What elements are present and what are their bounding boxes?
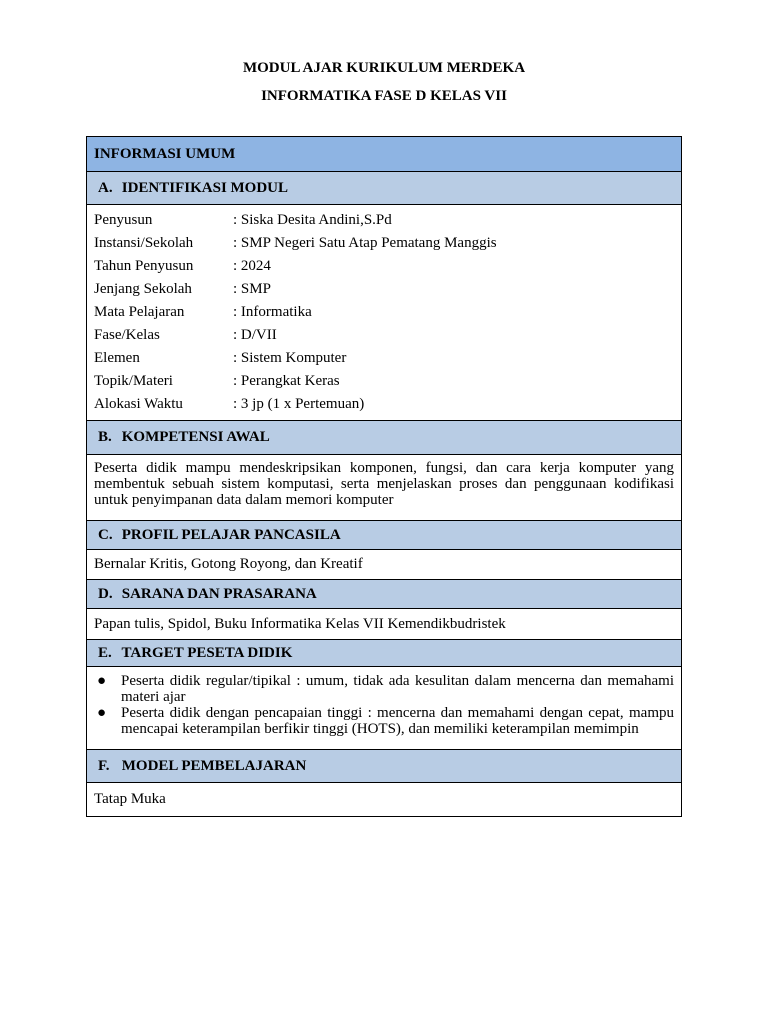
- ident-label: Penyusun: [94, 212, 153, 228]
- ident-row: [94, 232, 674, 255]
- ident-label: Alokasi Waktu: [94, 396, 183, 412]
- list-item: [94, 705, 674, 737]
- section-title: KOMPETENSI AWAL: [121, 429, 270, 445]
- section-header-sarana: [87, 580, 682, 609]
- ident-label: Tahun Penyusun: [94, 258, 194, 274]
- profil-text: Bernalar Kritis, Gotong Royong, dan Kreatif: [87, 550, 682, 580]
- ident-label: Elemen: [94, 350, 140, 366]
- document-subtitle: INFORMATIKA FASE D KELAS VII: [261, 88, 507, 104]
- target-body: [87, 667, 682, 750]
- bullet-icon: ●: [97, 673, 107, 689]
- section-letter: E.: [98, 644, 112, 661]
- section-title: PROFIL PELAJAR PANCASILA: [121, 526, 341, 543]
- section-title: TARGET PESETA DIDIK: [121, 644, 293, 661]
- kompetensi-text: Peserta didik mampu mendeskripsikan komponen, fungsi, dan cara kerja komputer yang membentuk sebuah sistem komputasi, serta menjelaskan proses dan penggunaan kodifikasi untuk penyimpanan data dalam memori komputer: [87, 455, 682, 521]
- main-header-row: [87, 137, 682, 172]
- ident-label: Mata Pelajaran: [94, 304, 185, 320]
- model-body-row: [87, 783, 682, 817]
- ident-value: : Perangkat Keras: [233, 373, 340, 389]
- section-header-model: [87, 750, 682, 783]
- section-header-row: [87, 172, 682, 205]
- ident-row: [94, 324, 674, 347]
- ident-row: [94, 278, 674, 301]
- ident-value: : Sistem Komputer: [233, 350, 347, 366]
- ident-row: [94, 301, 674, 324]
- document-title-block: [0, 58, 768, 114]
- section-header-row: [87, 750, 682, 783]
- section-letter: C.: [98, 526, 113, 543]
- section-letter: A.: [98, 179, 113, 196]
- ident-value: : 2024: [233, 258, 271, 274]
- section-header-row: [87, 521, 682, 550]
- profil-body-row: [87, 550, 682, 580]
- bullet-text: Peserta didik regular/tipikal : umum, tidak ada kesulitan dalam mencerna dan memahami materi ajar: [121, 673, 674, 705]
- ident-value: : SMP Negeri Satu Atap Pematang Manggis: [233, 235, 497, 251]
- ident-value: : 3 jp (1 x Pertemuan): [233, 396, 365, 412]
- sarana-body-row: [87, 609, 682, 640]
- ident-row: [94, 347, 674, 370]
- section-header-identifikasi: [87, 172, 682, 205]
- ident-value: : D/VII: [233, 327, 277, 343]
- ident-value: : Siska Desita Andini,S.Pd: [233, 212, 392, 228]
- ident-row: [94, 370, 674, 393]
- kompetensi-body-row: [87, 455, 682, 521]
- section-letter: F.: [98, 757, 110, 774]
- ident-row: [94, 209, 674, 232]
- ident-label: Fase/Kelas: [94, 327, 160, 343]
- ident-label: Topik/Materi: [94, 373, 173, 389]
- sarana-text: Papan tulis, Spidol, Buku Informatika Kelas VII Kemendikbudristek: [87, 609, 682, 640]
- ident-value: : SMP: [233, 281, 271, 297]
- section-header-profil: [87, 521, 682, 550]
- section-letter: D.: [98, 585, 113, 602]
- section-header-row: [87, 640, 682, 667]
- target-bullet-list: [94, 673, 674, 737]
- bullet-text: Peserta didik dengan pencapaian tinggi : mencerna dan memahami dengan cepat, mampu mencapai keterampilan berfikir tinggi (HOTS), dan memiliki keterampilan memimpin: [121, 705, 674, 737]
- ident-label: Jenjang Sekolah: [94, 281, 192, 297]
- identifikasi-body-row: [87, 205, 682, 421]
- ident-label: Instansi/Sekolah: [94, 235, 194, 251]
- target-body-row: [87, 667, 682, 750]
- identifikasi-body: [87, 205, 682, 421]
- list-item: [94, 673, 674, 705]
- document-title: MODUL AJAR KURIKULUM MERDEKA: [242, 60, 526, 76]
- ident-row: [94, 393, 674, 416]
- bullet-icon: ●: [97, 705, 107, 721]
- ident-value: : Informatika: [233, 304, 312, 320]
- section-title: IDENTIFIKASI MODUL: [121, 179, 289, 196]
- model-text: Tatap Muka: [87, 783, 682, 817]
- main-header: INFORMASI UMUM: [87, 137, 682, 172]
- section-header-kompetensi: [87, 421, 682, 455]
- info-table: [86, 136, 682, 817]
- section-title: MODEL PEMBELAJARAN: [121, 757, 307, 774]
- section-header-row: [87, 580, 682, 609]
- section-header-row: [87, 421, 682, 455]
- section-header-target: [87, 640, 682, 667]
- section-title: SARANA DAN PRASARANA: [121, 585, 317, 602]
- section-letter: B.: [98, 429, 112, 445]
- ident-row: [94, 255, 674, 278]
